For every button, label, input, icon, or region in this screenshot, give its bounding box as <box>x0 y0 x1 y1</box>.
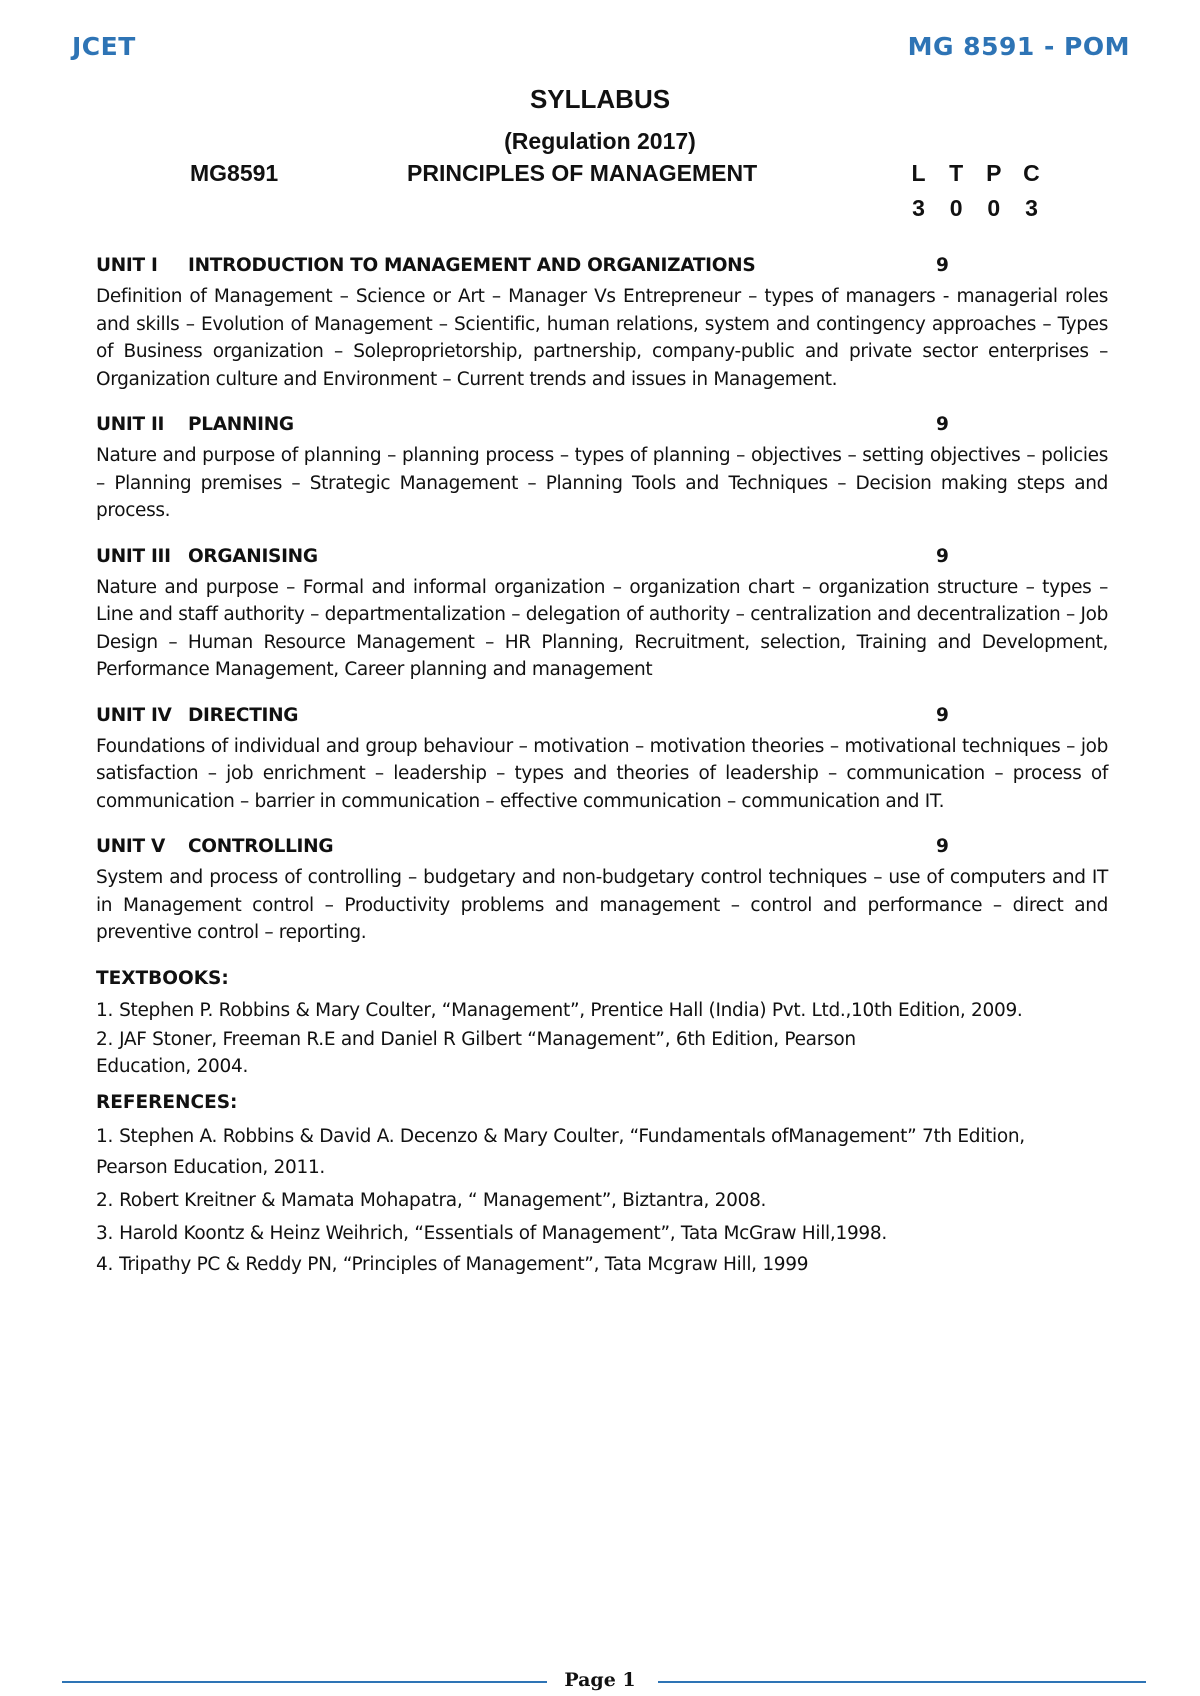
ltpc-value-t: 0 <box>949 195 963 221</box>
course-code: MG8591 <box>190 160 279 186</box>
header-right-label: MG 8591 - POM <box>907 32 1130 61</box>
item-number: 2. <box>96 1189 114 1211</box>
reference-item <box>96 1251 1108 1278</box>
unit-number: UNIT V <box>96 836 165 857</box>
unit-heading <box>96 255 1108 283</box>
textbooks-heading: TEXTBOOKS: <box>96 967 229 989</box>
item-text: Stephen P. Robbins & Mary Coulter, “Management”, Prentice Hall (India) Pvt. Ltd.,10th Edition, 2009. <box>119 999 1023 1021</box>
item-text: Robert Kreitner & Mamata Mohapatra, “ Management”, Biztantra, 2008. <box>119 1189 767 1211</box>
ltpc-value-l: 3 <box>912 195 925 221</box>
unit-3 <box>96 546 1108 684</box>
unit-hours: 9 <box>936 704 949 726</box>
unit-title: ORGANISING <box>188 545 318 567</box>
textbook-item <box>96 1026 916 1080</box>
ltpc-header-t: T <box>949 160 964 186</box>
page-title: SYLLABUS <box>529 84 671 114</box>
course-name: PRINCIPLES OF MANAGEMENT <box>407 160 758 186</box>
unit-hours: 9 <box>936 414 949 435</box>
unit-hours: 9 <box>936 836 949 857</box>
item-text: JAF Stoner, Freeman R.E and Daniel R Gilbert “Management”, 6th Edition, Pearson Education, 2004. <box>96 1028 856 1077</box>
ltpc-value-c: 3 <box>1025 195 1038 221</box>
unit-number: UNIT III <box>96 545 171 567</box>
unit-1 <box>96 255 1108 393</box>
unit-content: Definition of Management – Science or Art – Manager Vs Entrepreneur – types of managers - managerial roles and skills – Evolution of Management – Scientific, human relations, system and contingency approaches – Types of Business organization – Soleproprietorship, partnership, company-public and private sector enterprises – Organization culture and Environment – Current trends and issues in Management. <box>96 286 1108 390</box>
item-text: Stephen A. Robbins & David A. Decenzo & Mary Coulter, “Fundamentals ofManagement” 7th Edition, Pearson Education, 2011. <box>96 1125 1025 1178</box>
unit-content: Nature and purpose of planning – planning process – types of planning – objectives – setting objectives – policies – Planning premises – Strategic Management – Planning Tools and Techniques – Decision making steps and process. <box>96 445 1108 521</box>
syllabus-content <box>96 255 1108 1280</box>
ltpc-value-p: 0 <box>987 195 1001 221</box>
unit-number: UNIT I <box>96 255 158 276</box>
header-left-label: JCET <box>72 32 136 61</box>
unit-heading <box>96 836 1108 864</box>
ltpc-header-c: C <box>1023 160 1040 186</box>
reference-item <box>96 1218 1108 1249</box>
ltpc-headers <box>900 160 1050 187</box>
unit-4 <box>96 705 1108 816</box>
ltpc-values <box>900 195 1050 222</box>
reference-item <box>96 1185 1108 1216</box>
ltpc-header-l: L <box>911 160 926 186</box>
item-text: Tripathy PC & Reddy PN, “Principles of Management”, Tata Mcgraw Hill, 1999 <box>119 1253 809 1275</box>
item-number: 4. <box>96 1253 114 1275</box>
unit-content: Nature and purpose – Formal and informal organization – organization chart – organization structure – types – Line and staff authority – departmentalization – delegation of authority – centralization and decentralization – Job Design – Human Resource Management – HR Planning, Recruitment, selection, Training and Development, Performance Management, Career planning and management <box>96 576 1108 680</box>
page-number: Page 1 <box>564 1669 636 1691</box>
unit-number: UNIT IV <box>96 704 172 726</box>
item-number: 1. <box>96 1125 114 1147</box>
unit-heading <box>96 705 1108 733</box>
reference-item <box>96 1121 1066 1183</box>
unit-title: CONTROLLING <box>188 836 334 857</box>
textbook-item <box>96 997 1108 1024</box>
unit-hours: 9 <box>936 255 949 276</box>
unit-content: System and process of controlling – budgetary and non-budgetary control techniques – use of computers and IT in Management control – Productivity problems and management – control and performance – direct and preventive control – reporting. <box>96 867 1108 943</box>
unit-heading <box>96 546 1108 574</box>
unit-content: Foundations of individual and group behaviour – motivation – motivation theories – motivational techniques – job satisfaction – job enrichment – leadership – types and theories of leadership – communication – process of communication – barrier in communication – effective communication – communication and IT. <box>96 735 1108 812</box>
unit-title: DIRECTING <box>188 704 299 726</box>
unit-heading <box>96 414 1108 442</box>
references-heading: REFERENCES: <box>96 1091 238 1113</box>
unit-number: UNIT II <box>96 414 165 435</box>
item-number: 2. <box>96 1028 114 1050</box>
ltpc-header-p: P <box>986 160 1002 186</box>
unit-title: INTRODUCTION TO MANAGEMENT AND ORGANIZATIONS <box>188 255 756 276</box>
regulation-label: (Regulation 2017) <box>504 128 696 154</box>
item-number: 1. <box>96 999 114 1021</box>
unit-2 <box>96 414 1108 525</box>
unit-title: PLANNING <box>188 414 294 435</box>
unit-hours: 9 <box>936 545 949 567</box>
item-text: Harold Koontz & Heinz Weihrich, “Essentials of Management”, Tata McGraw Hill,1998. <box>119 1222 887 1244</box>
unit-5 <box>96 836 1108 947</box>
item-number: 3. <box>96 1222 114 1244</box>
